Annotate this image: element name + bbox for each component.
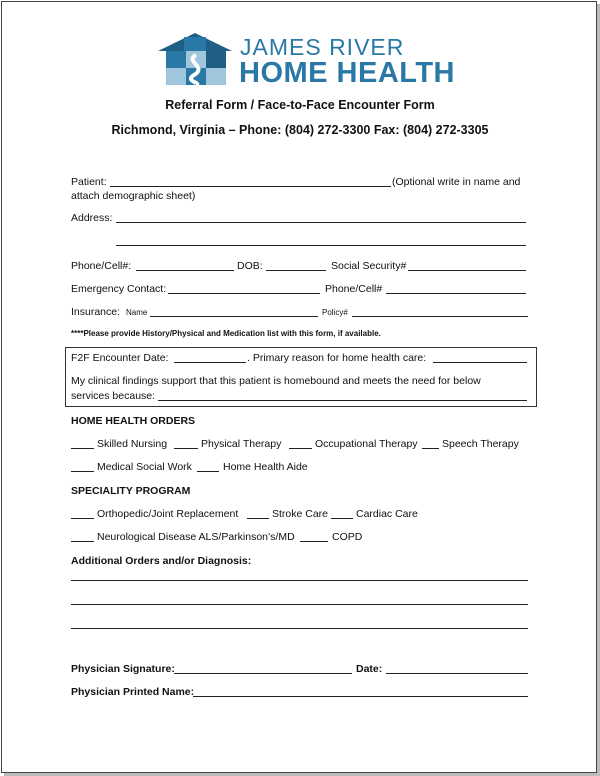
- emergency-field[interactable]: [168, 293, 320, 294]
- findings-field[interactable]: [158, 400, 527, 401]
- additional-line-3[interactable]: [71, 628, 528, 629]
- msw-blank[interactable]: [71, 471, 94, 472]
- ortho-label: Orthopedic/Joint Replacement: [97, 508, 239, 520]
- phone2-field[interactable]: [386, 293, 526, 294]
- dob-field[interactable]: [266, 270, 326, 271]
- patient-label: Patient:: [71, 176, 107, 188]
- stroke-blank[interactable]: [247, 518, 269, 519]
- printed-name-label: Physician Printed Name:: [71, 686, 195, 698]
- signature-field[interactable]: [174, 673, 352, 674]
- address-label: Address:: [71, 212, 113, 224]
- neuro-label: Neurological Disease ALS/Parkinson’s/MD: [97, 531, 295, 543]
- history-note: ****Please provide History/Physical and Medication list with this form, if available.: [71, 329, 381, 338]
- additional-line-1[interactable]: [71, 580, 528, 581]
- phone-field[interactable]: [136, 270, 234, 271]
- logo-line1: JAMES RIVER: [240, 34, 405, 60]
- cardiac-label: Cardiac Care: [356, 508, 418, 520]
- patient-field[interactable]: [110, 186, 391, 187]
- insurance-label: Insurance:: [71, 306, 121, 318]
- copd-blank[interactable]: [300, 541, 328, 542]
- sig-date-field[interactable]: [386, 673, 528, 674]
- phone2-label: Phone/Cell#: [325, 283, 383, 295]
- patient-note-1: (Optional write in name and: [392, 176, 521, 188]
- ssn-field[interactable]: [408, 270, 526, 271]
- policy-field[interactable]: [352, 316, 528, 317]
- form-title: Referral Form / Face-to-Face Encounter Form: [165, 98, 435, 112]
- dob-label: DOB:: [237, 260, 263, 272]
- ot-blank[interactable]: [289, 448, 312, 449]
- form-subtitle: Richmond, Virginia – Phone: (804) 272-3300 Fax: (804) 272-3305: [111, 123, 489, 137]
- logo-line2: HOME HEALTH: [239, 57, 456, 89]
- copd-label: COPD: [332, 531, 363, 543]
- cardiac-blank[interactable]: [331, 518, 353, 519]
- msw-label: Medical Social Work: [97, 461, 192, 473]
- st-label: Speech Therapy: [442, 438, 519, 450]
- specialty-heading: SPECIALITY PROGRAM: [71, 485, 191, 497]
- policy-label: Policy#: [322, 308, 348, 317]
- findings-line2: services because:: [71, 390, 156, 402]
- phone-label: Phone/Cell#:: [71, 260, 132, 272]
- signature-label: Physician Signature:: [71, 663, 175, 675]
- patient-note-2: attach demographic sheet): [71, 190, 196, 202]
- address-field-1[interactable]: [116, 222, 526, 223]
- st-blank[interactable]: [422, 448, 439, 449]
- stroke-label: Stroke Care: [272, 508, 329, 520]
- skilled-nursing-blank[interactable]: [71, 448, 94, 449]
- additional-heading: Additional Orders and/or Diagnosis:: [71, 555, 252, 567]
- house-logo-icon: [156, 31, 234, 87]
- hha-label: Home Health Aide: [223, 461, 308, 473]
- f2f-date-field[interactable]: [174, 362, 246, 363]
- reason-field[interactable]: [433, 362, 527, 363]
- orders-heading: HOME HEALTH ORDERS: [71, 415, 196, 427]
- printed-name-field[interactable]: [193, 696, 528, 697]
- ssn-label: Social Security#: [331, 260, 407, 272]
- additional-line-2[interactable]: [71, 604, 528, 605]
- f2f-date-label: F2F Encounter Date:: [71, 352, 169, 364]
- reason-label: . Primary reason for home health care:: [247, 352, 427, 364]
- findings-line1: My clinical findings support that this patient is homebound and meets the need for below: [71, 375, 481, 387]
- hha-blank[interactable]: [197, 471, 219, 472]
- ot-label: Occupational Therapy: [315, 438, 418, 450]
- sig-date-label: Date:: [356, 663, 383, 675]
- emergency-label: Emergency Contact:: [71, 283, 167, 295]
- name-label: Name: [126, 308, 148, 317]
- ortho-blank[interactable]: [71, 518, 94, 519]
- insurance-name-field[interactable]: [150, 316, 318, 317]
- address-field-2[interactable]: [116, 245, 526, 246]
- pt-label: Physical Therapy: [201, 438, 282, 450]
- neuro-blank[interactable]: [71, 541, 94, 542]
- pt-blank[interactable]: [174, 448, 198, 449]
- skilled-nursing-label: Skilled Nursing: [97, 438, 168, 450]
